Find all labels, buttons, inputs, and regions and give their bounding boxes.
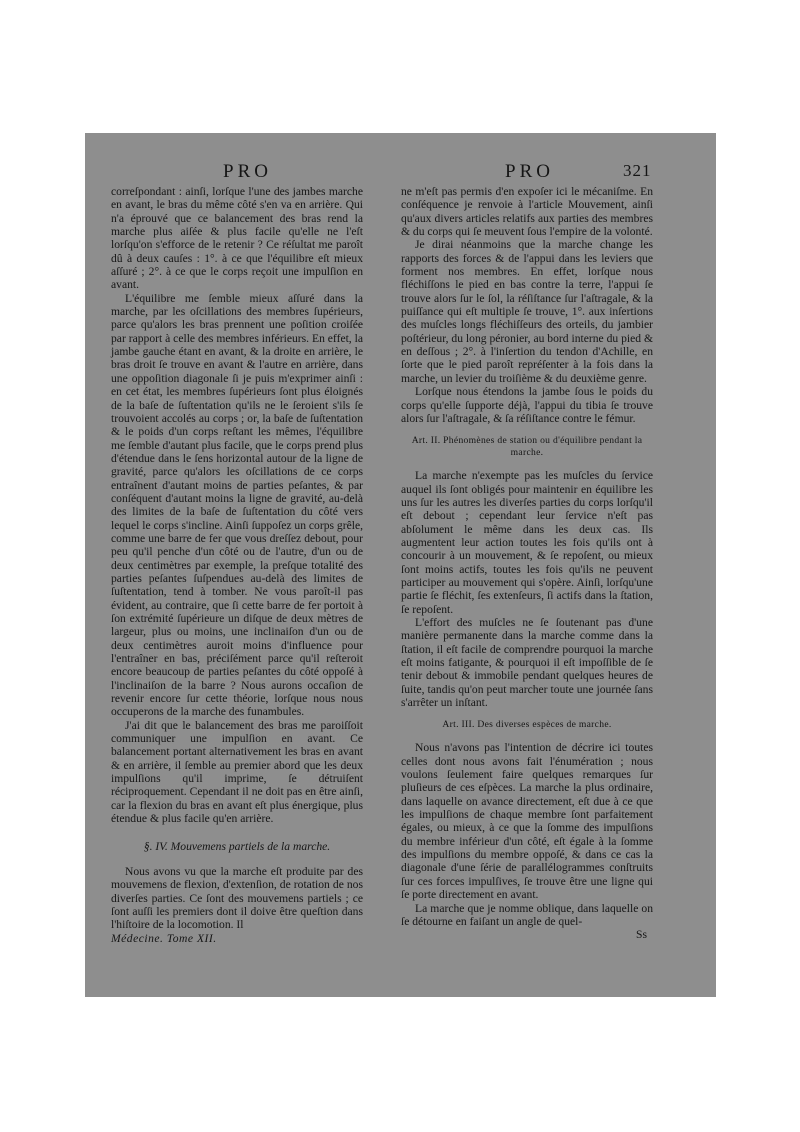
- paragraph: La marche que je nomme oblique, dans laquelle on ſe détourne en faiſant un angle de quel-: [401, 901, 653, 928]
- paragraph: L'effort des muſcles ne ſe ſoutenant pas d'une manière permanente dans la marche comme dans la ſtation, il eſt facile de comprendre pourquoi la marche eſt moins fatigante, & pourquoi il eſt impoſſible de ſe tenir debout & immobile pendant quelques heures de ſuite, tandis qu'on peut marcher toute une journée ſans s'arrêter un inſtant.: [401, 615, 653, 710]
- section-heading: §. IV. Mouvemens partiels de la marche.: [143, 839, 331, 853]
- right-column: [401, 185, 653, 942]
- paragraph: ne m'eſt pas permis d'en expoſer ici le mécaniſme. En conſéquence je renvoie à l'article Mouvement, ainſi qu'aux divers articles relatifs aux parties des membres & du corps qui ſe meuvent ſous l'empire de la volonté.: [401, 185, 653, 239]
- page-footer: [111, 932, 363, 945]
- paragraph: L'équilibre me ſemble mieux aſſuré dans la marche, par les oſcillations des membres ſupérieurs, parce qu'alors les bras prennent une poſition croiſée par rapport à celle des membres inférieurs. En effet, la jambe gauche étant en avant, & la droite en arrière, le bras droit ſe trouve en avant & l'autre en arrière, dans une oppoſition diagonale ſi je puis m'exprimer ainſi : en cet état, les membres ſupérieurs ſont plus éloignés de la baſe de ſuſtentation qu'ils ne le ſeroient s'ils ſe trouvoient accolés au corps ; or, la baſe de ſuſtentation & le poids d'un corps reſtant les mêmes, l'équilibre me ſemble d'autant plus facile, que le corps prend plus d'étendue dans le ſens horizontal autour de la ligne de gravité, parce qu'alors les oſcillations de ce corps entraînent d'autant moins de parties peſantes, & par conſéquent d'autant moins la ligne de gravité, au-delà des limites de la baſe de ſuſtentation du côté vers lequel le corps s'incline. Ainſi ſuppoſez un corps grêle, comme une barre de fer que vous dreſſez debout, pour peu qu'il penche d'un côté ou de l'autre, d'un ou de deux centimètres par exemple, la preſque totalité des parties peſantes ſuſpendues au-delà des limites de ſuſtentation, tend à tomber. Ne vous paroît-il pas évident, au contraire, que ſi cette barre de fer portoit à ſon extrémité ſupérieure un diſque de deux mètres de largeur, plus ou moins, une inclinaiſon d'un ou de deux centimètres auroit moins d'influence pour l'entraîner en bas, préciſément parce qu'il reſteroit encore beaucoup de parties peſantes du côté oppoſé à l'inclinaiſon de la barre ? Nous aurons occaſion de revenir encore ſur cette théorie, lorſque nous nous occuperons de la marche des funambules.: [111, 291, 363, 719]
- paragraph: Lorſque nous étendons la jambe ſous le poids du corps qu'elle ſupporte déjà, l'appui du tibia ſe trouve alors ſur l'aſtragale, & ſa réſiſtance contre le fémur.: [401, 385, 653, 425]
- paragraph: Nous n'avons pas l'intention de décrire ici toutes celles dont nous avons fait l'énumération ; nous voulons ſeulement faire quelques remarques ſur pluſieurs de ces eſpèces. La marche la plus ordinaire, dans laquelle on avance directement, eſt due à ce que les impulſions de chaque membre ſont parfaitement égales, ou mieux, à ce que la ſomme des impulſions du membre inférieur d'un côté, eſt égale à la ſomme des impulſions du membre oppoſé, & dans ce cas la diagonale d'une ſérie de parallélogrammes conſtruits ſur ces forces impulſives, ſe trouve être une ligne qui ſe porte directement en avant.: [401, 741, 653, 902]
- left-column: [111, 185, 363, 945]
- paragraph: correſpondant : ainſi, lorſque l'une des jambes marche en avant, le bras du même côté s'en va en arrière. Qui n'a éprouvé que ce balancement des bras rend la marche plus aiſée & plus facile qu'elle ne l'eſt lorſqu'on s'efforce de le retenir ? Ce réſultat me paroît dû à deux cauſes : 1°. à ce que l'équilibre eſt mieux aſſuré ; 2°. à ce que le corps reçoit une impulſion en avant.: [111, 185, 363, 292]
- volume-label: Médecine. Tome XII.: [111, 931, 217, 945]
- signature-mark: Ss: [636, 928, 647, 942]
- paragraph: La marche n'exempte pas les muſcles du ſervice auquel ils ſont obligés pour maintenir en équilibre les uns ſur les autres les diverſes parties du corps lorſqu'il eſt debout ; cependant leur ſervice n'eſt pas abſolument le même dans les deux cas. Ils augmentent leur action toutes les fois qu'ils ont à concourir à un mouvement, & ſe repoſent, ou mieux ſont moins actifs, toutes les fois qu'ils ne peuvent participer au mouvement qui s'opère. Ainſi, lorſqu'une partie ſe fléchit, ſes extenſeurs, ſi actifs dans la ſtation, ſe repoſent.: [401, 469, 653, 616]
- paragraph: Je dirai néanmoins que la marche change les rapports des forces & de l'appui dans les leviers que forment nos membres. En effet, lorſque nous fléchiſſons le pied en bas contre la terre, l'appui ſe trouve alors ſur le ſol, la réſiſtance ſur l'aſtragale, & la puiſſance qui eſt multiple ſe trouve, 1°. aux inſertions des muſcles longs fléchiſſeurs des orteils, du jambier poſtérieur, du long péronier, au bord interne du pied & en deſſous ; 2°. à l'inſertion du tendon d'Achille, en ſorte que le pied paroît repréſenter à la fois dans la marche, un levier du troiſième & du deuxième genre.: [401, 238, 653, 385]
- scanned-page: [85, 133, 716, 997]
- article-heading: Art. II. Phénomènes de station ou d'équilibre pendant la marche.: [411, 435, 643, 459]
- article-heading: Art. III. Des diverses espèces de marche.: [442, 719, 612, 731]
- paragraph: Nous avons vu que la marche eſt produite par des mouvemens de flexion, d'extenſion, de rotation de nos diverſes parties. Ce ſont des mouvemens partiels ; ce ſont auſſi les premiers dont il doive être queſtion dans l'hiſtoire de la locomotion. Il: [111, 864, 363, 932]
- paragraph: J'ai dit que le balancement des bras me paroiſſoit communiquer une impulſion en avant. Ce balancement portant alternativement les bras en avant & en arrière, il ſemble au premier abord que les deux impulſions qu'il imprime, ſe détruiſent réciproquement. Cependant il ne doit pas en être ainſi, car la flexion du bras en avant eſt plus énergique, plus étendue & plus facile qu'en arrière.: [111, 718, 363, 826]
- running-head-right: PRO: [505, 161, 554, 182]
- running-head-left: PRO: [223, 161, 272, 182]
- page-number: 321: [623, 161, 652, 180]
